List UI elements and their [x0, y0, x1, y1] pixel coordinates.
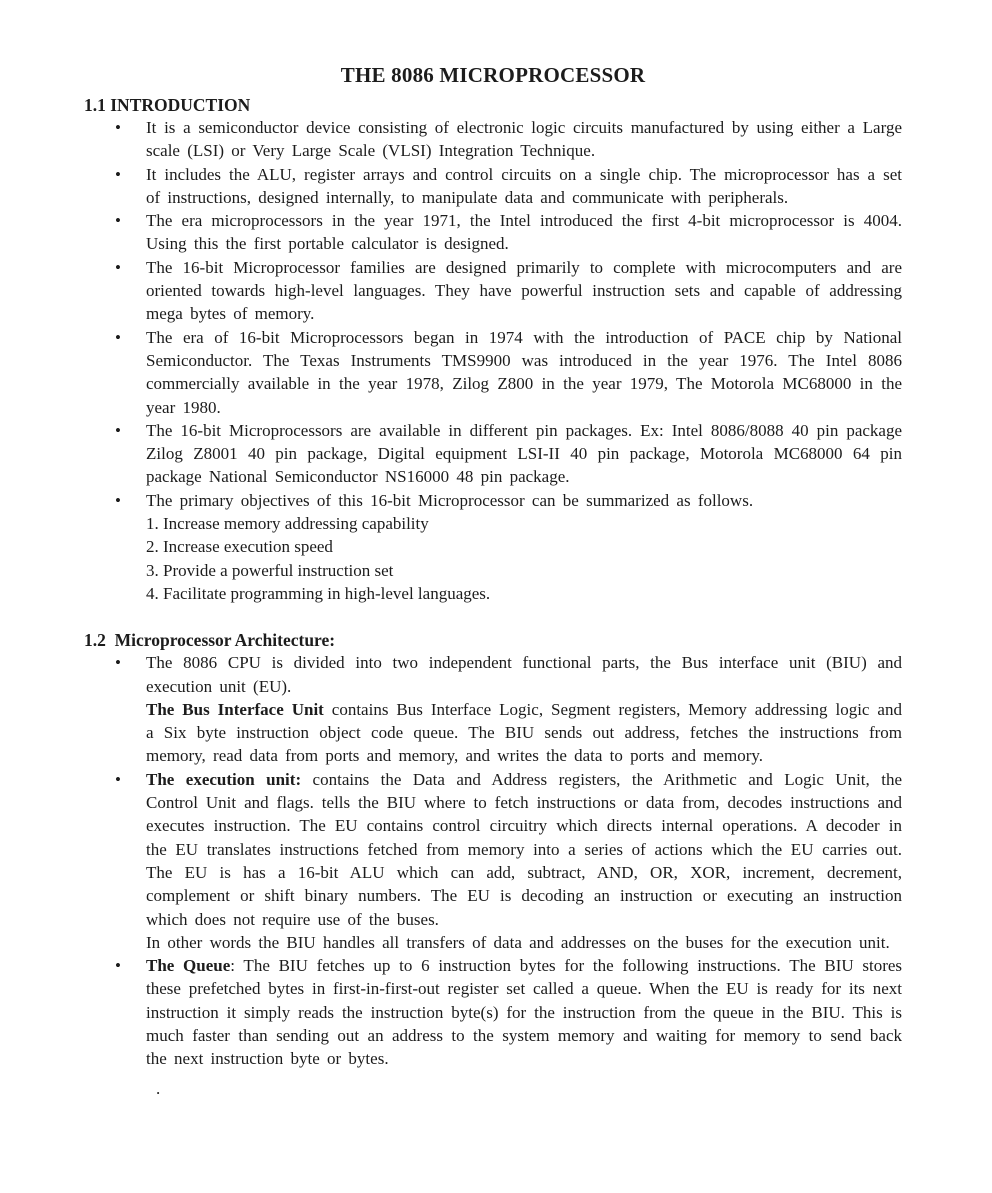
paragraph	[146, 419, 902, 489]
bullet-list	[84, 116, 902, 605]
text-column	[84, 62, 902, 1100]
section-architecture	[84, 629, 902, 1100]
list-item	[84, 256, 902, 326]
bullet-icon: •	[115, 164, 121, 184]
paragraph	[146, 326, 902, 419]
section-introduction	[84, 94, 902, 605]
objective-item: 3. Provide a powerful instruction set	[146, 560, 394, 580]
list-item-text: contains the Data and Address registers, the Arithmetic and Logic Unit, the Control Unit and flags. tells the BIU where to fetch instructions or data from, decodes instructions and executes instruction. The EU contains control circuitry which directs internal operations. A decoder in the EU translates instructions fetched from memory into a series of actions which the EU carries out. The EU is has a 16-bit ALU which can add, subtract, AND, OR, XOR, increment, decrement, complement or shift binary numbers. The EU is decoding an instruction or executing an instruction which does not require use of the buses.	[146, 769, 902, 929]
paragraph	[146, 954, 902, 1070]
section-heading: 1.1 INTRODUCTION	[84, 95, 251, 115]
paragraph	[146, 256, 902, 326]
document-title: THE 8086 MICROPROCESSOR	[340, 63, 646, 87]
list-item-text: The era of 16-bit Microprocessors began in 1974 with the introduction of PACE chip by National Semiconductor. The Texas Instruments TMS9900 was introduced in the year 1976. The Intel 8086 commercially available in the year 1978, Zilog Z800 in the year 1979, The Motorola MC68000 in the year 1980.	[146, 327, 902, 417]
paragraph	[146, 698, 902, 768]
objectives-list	[146, 512, 902, 605]
bullet-icon: •	[115, 211, 121, 231]
list-item-text: The era microprocessors in the year 1971, the Intel introduced the first 4-bit microprocessor is 4004. Using this the first portable calculator is designed.	[146, 211, 902, 254]
list-item-text: The primary objectives of this 16-bit Microprocessor can be summarized as follows.	[146, 490, 754, 510]
bullet-icon: •	[115, 956, 121, 976]
section-heading: 1.2 Microprocessor Architecture:	[84, 630, 336, 651]
bullet-icon: •	[115, 327, 121, 347]
paragraph	[146, 489, 902, 512]
paragraph	[146, 651, 902, 698]
bullet-icon: •	[115, 118, 121, 137]
list-item-text: In other words the BIU handles all transfers of data and addresses on the buses for the execution unit.	[146, 932, 890, 952]
objective-item: 2. Increase execution speed	[146, 537, 333, 557]
list-item	[84, 768, 902, 954]
list-item-text: It is a semiconductor device consisting of electronic logic circuits manufactured by using either a Large scale (LSI) or Very Large Scale (VLSI) Integration Technique.	[146, 118, 902, 161]
bold-lead: The execution unit:	[146, 769, 302, 789]
list-item	[84, 489, 902, 605]
list-item-text: The 8086 CPU is divided into two independent functional parts, the Bus interface unit (BIU) and execution unit (EU).	[146, 653, 902, 696]
paragraph	[146, 931, 902, 954]
list-item	[84, 163, 902, 210]
list-item-text: The 16-bit Microprocessor families are designed primarily to complete with microcomputers and are oriented towards high-level languages. They have powerful instruction sets and capable of addressing mega bytes of memory.	[146, 257, 902, 324]
bullet-icon: •	[115, 653, 121, 673]
paragraph	[146, 209, 902, 256]
bold-lead: The Bus Interface Unit	[146, 699, 324, 719]
bullet-icon: •	[115, 769, 121, 789]
objective-item: 1. Increase memory addressing capability	[146, 514, 429, 534]
list-item	[84, 326, 902, 419]
paragraph	[146, 768, 902, 931]
list-item	[84, 116, 902, 163]
list-item	[84, 419, 902, 489]
bullet-list	[84, 651, 902, 1070]
list-item	[84, 954, 902, 1070]
paragraph	[146, 163, 902, 210]
paragraph	[146, 116, 902, 163]
bold-lead: The Queue	[146, 956, 231, 976]
list-item	[84, 651, 902, 767]
list-item-text: The 16-bit Microprocessors are available in different pin packages. Ex: Intel 8086/8088 40 pin package Zilog Z8001 40 pin package, Digital equipment LSI-II 40 pin package, Motorola MC68000 64 pin package National Semiconductor NS16000 48 pin package.	[146, 420, 902, 487]
bullet-icon: •	[115, 420, 121, 440]
list-item-text: contains Bus Interface Logic, Segment registers, Memory addressing logic and a Six byte instruction object code queue. The BIU sends out address, fetches the instructions from memory, read data from ports and memory, and writes the data to ports and memory.	[146, 699, 902, 766]
list-item-text: It includes the ALU, register arrays and control circuits on a single chip. The microprocessor has a set of instructions, designed internally, to manipulate data and communicate with peripherals.	[146, 164, 902, 207]
bullet-icon: •	[115, 490, 121, 510]
objective-item: 4. Facilitate programming in high-level languages.	[146, 583, 491, 603]
list-item-text: : The BIU fetches up to 6 instruction bytes for the following instructions. The BIU stores these prefetched bytes in first-in-first-out register set called a queue. When the EU is ready for its next instruction it simply reads the instruction byte(s) for the instruction from the queue in the BIU. This is much faster than sending out an address to the system memory and waiting for memory to send back the next instruction byte or bytes.	[146, 956, 903, 1069]
trailing-period: .	[156, 1078, 161, 1098]
list-item	[84, 209, 902, 256]
bullet-icon: •	[115, 257, 121, 277]
